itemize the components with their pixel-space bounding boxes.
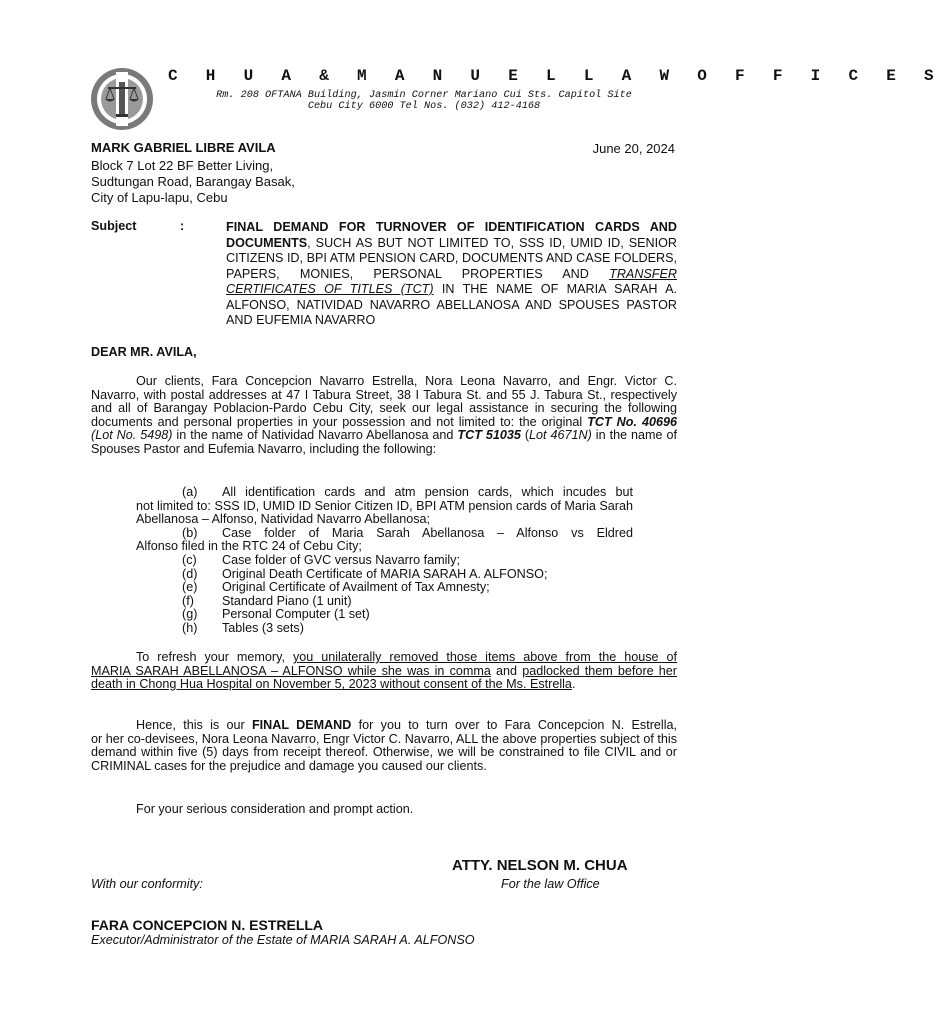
item-text: Standard Piano (1 unit) [222,593,352,608]
subject-text-a: , SUCH AS BUT NOT LIMITED TO, SSS ID, UMID ID, SENIOR CITIZENS ID, BPI ATM PENSION CARD, DOCUMENTS AND CASE FOLDERS, PAPERS, MONIES, PERSONAL PROPERTIES AND [226,235,677,281]
tct-number-2: TCT 51035 [457,428,521,443]
para1-text-a: Navarro, with postal addresses at 47 I Tabura Street, 38 I Tabura St. and 55 J. Tabura St., respectively and all of Barangay Poblacion-Pardo Cebu City, seek our legal assistance in securing the following documents and personal properties in your possession and not limited to: the original [91,387,677,429]
closing-line: For your serious consideration and prompt action. [136,802,414,816]
salutation: DEAR MR. AVILA, [91,345,197,359]
para1-text-c: ( [520,428,530,443]
item-letter: (a) [182,485,198,499]
body-paragraph-1 [91,375,677,457]
subject-bold: FINAL DEMAND FOR TURNOVER OF IDENTIFICATION CARDS AND DOCUMENTS [226,220,677,250]
list-item [136,581,633,595]
item-continuation: not limited to: SSS ID, UMID ID Senior Citizen ID, BPI ATM pension cards of Maria Sarah Abellanosa – Alfonso, Natividad Navarro Abellanosa; [136,498,633,527]
item-letter: (c) [182,552,197,567]
item-letter: (h) [182,620,198,635]
para2-underlined-b: padlocked them before her death in Chong Hua Hospital on November 5, 2023 without consent of the Ms. Estrella [91,663,677,692]
item-letter: (f) [182,593,194,608]
signatory-title: For the law Office [501,877,600,891]
executor-name: FARA CONCEPCION N. ESTRELLA [91,917,324,933]
letter-date: June 20, 2024 [592,141,675,156]
recipient-address-line: Block 7 Lot 22 BF Better Living, [91,158,274,173]
para3-rest: or her co-devisees, Nora Leona Navarro, Engr Victor C. Navarro, ALL the above properties subject of this demand within five (5) days from receipt thereof. Otherwise, we will be constrained to file CIVIL and or CRIMINAL cases for the prejudice and damage you caused our clients. [91,731,677,773]
firm-address-line1: Rm. 208 OFTANA Building, Jasmin Corner Mariano Cui Sts. Capitol Site [216,90,632,101]
para2-end: . [571,677,576,692]
item-text: Case folder of Maria Sarah Abellanosa – Alfonso vs Eldred [222,525,633,540]
subject-tct: TRANSFER CERTIFICATES OF TITLES (TCT) [226,266,677,296]
item-letter: (g) [182,607,198,622]
subject-text-b: IN THE NAME OF MARIA SARAH A. ALFONSO, NATIVIDAD NAVARRO ABELLANOSA AND SPOUSES PASTOR AND EUFEMIA NAVARRO [226,282,678,327]
list-item [136,554,633,568]
item-text: Tables (3 sets) [222,620,304,635]
subject-text [226,220,677,329]
final-demand-emphasis: FINAL DEMAND [251,718,352,732]
list-item [136,608,633,622]
subject-label: Subject [91,219,137,233]
item-text: All identification cards and atm pension cards, which incudes but [222,485,633,499]
item-letter: (d) [182,566,198,581]
executor-title: Executor/Administrator of the Estate of MARIA SARAH A. ALFONSO [91,933,475,947]
item-letter: (e) [182,580,198,595]
item-continuation: Alfonso filed in the RTC 24 of Cebu City; [136,539,362,554]
paragraph-first-line [91,651,677,665]
item-text: Personal Computer (1 set) [222,607,370,622]
item-text: Original Death Certificate of MARIA SARAH A. ALFONSO; [222,566,548,581]
para1-text-d: in the name of Spouses Pastor and Eufemia Navarro, including the following: [91,428,678,456]
list-item [136,622,633,636]
lot-number-1: (Lot No. 5498) [91,428,173,443]
item-list [136,486,633,636]
para2-mid: and [490,663,523,678]
firm-name: C H U A & M A N U E L L A W O F F I C E S [168,67,943,85]
firm-address-line2: Cebu City 6000 Tel Nos. (032) 412-4168 [307,101,541,112]
list-item [136,486,633,500]
para3-first-a: Hence, this is our [136,718,252,732]
para3-first-b: for you to turn over to Fara Concepcion N. Estrella, [351,718,677,732]
firm-logo [89,66,155,132]
list-item [136,595,633,609]
item-letter: (b) [182,525,198,540]
conformity-label: With our conformity: [91,877,203,891]
list-item [136,568,633,582]
item-text: Original Certificate of Availment of Tax Amnesty; [222,580,490,595]
recipient-address-line: City of Lapu-lapu, Cebu [91,190,228,205]
para2-first-underlined: you unilaterally removed those items above from the house of [292,650,677,664]
paragraph-first-line: Our clients, Fara Concepcion Navarro Estrella, Nora Leona Navarro, and Engr. Victor C. [136,374,677,388]
body-paragraph-2 [91,651,677,692]
lot-number-2: Lot 4671N) [529,428,592,443]
para2-underlined-a: MARIA SARAH ABELLANOSA – ALFONSO while she was in comma [91,663,491,678]
para1-text-b: in the name of Natividad Navarro Abellanosa and [172,428,458,443]
scales-of-justice-icon [89,66,155,132]
tct-number-1: TCT No. 40696 [587,414,677,429]
para2-first-plain: To refresh your memory, [136,650,293,664]
list-item [136,527,633,541]
recipient-name: MARK GABRIEL LIBRE AVILA [91,140,276,155]
recipient-address-line: Sudtungan Road, Barangay Basak, [91,174,295,189]
body-paragraph-3 [91,719,677,773]
paragraph-first-line [91,719,677,733]
item-text: Case folder of GVC versus Navarro family; [222,552,460,567]
subject-colon: : [180,219,185,233]
signatory-name: ATTY. NELSON M. CHUA [452,857,628,874]
